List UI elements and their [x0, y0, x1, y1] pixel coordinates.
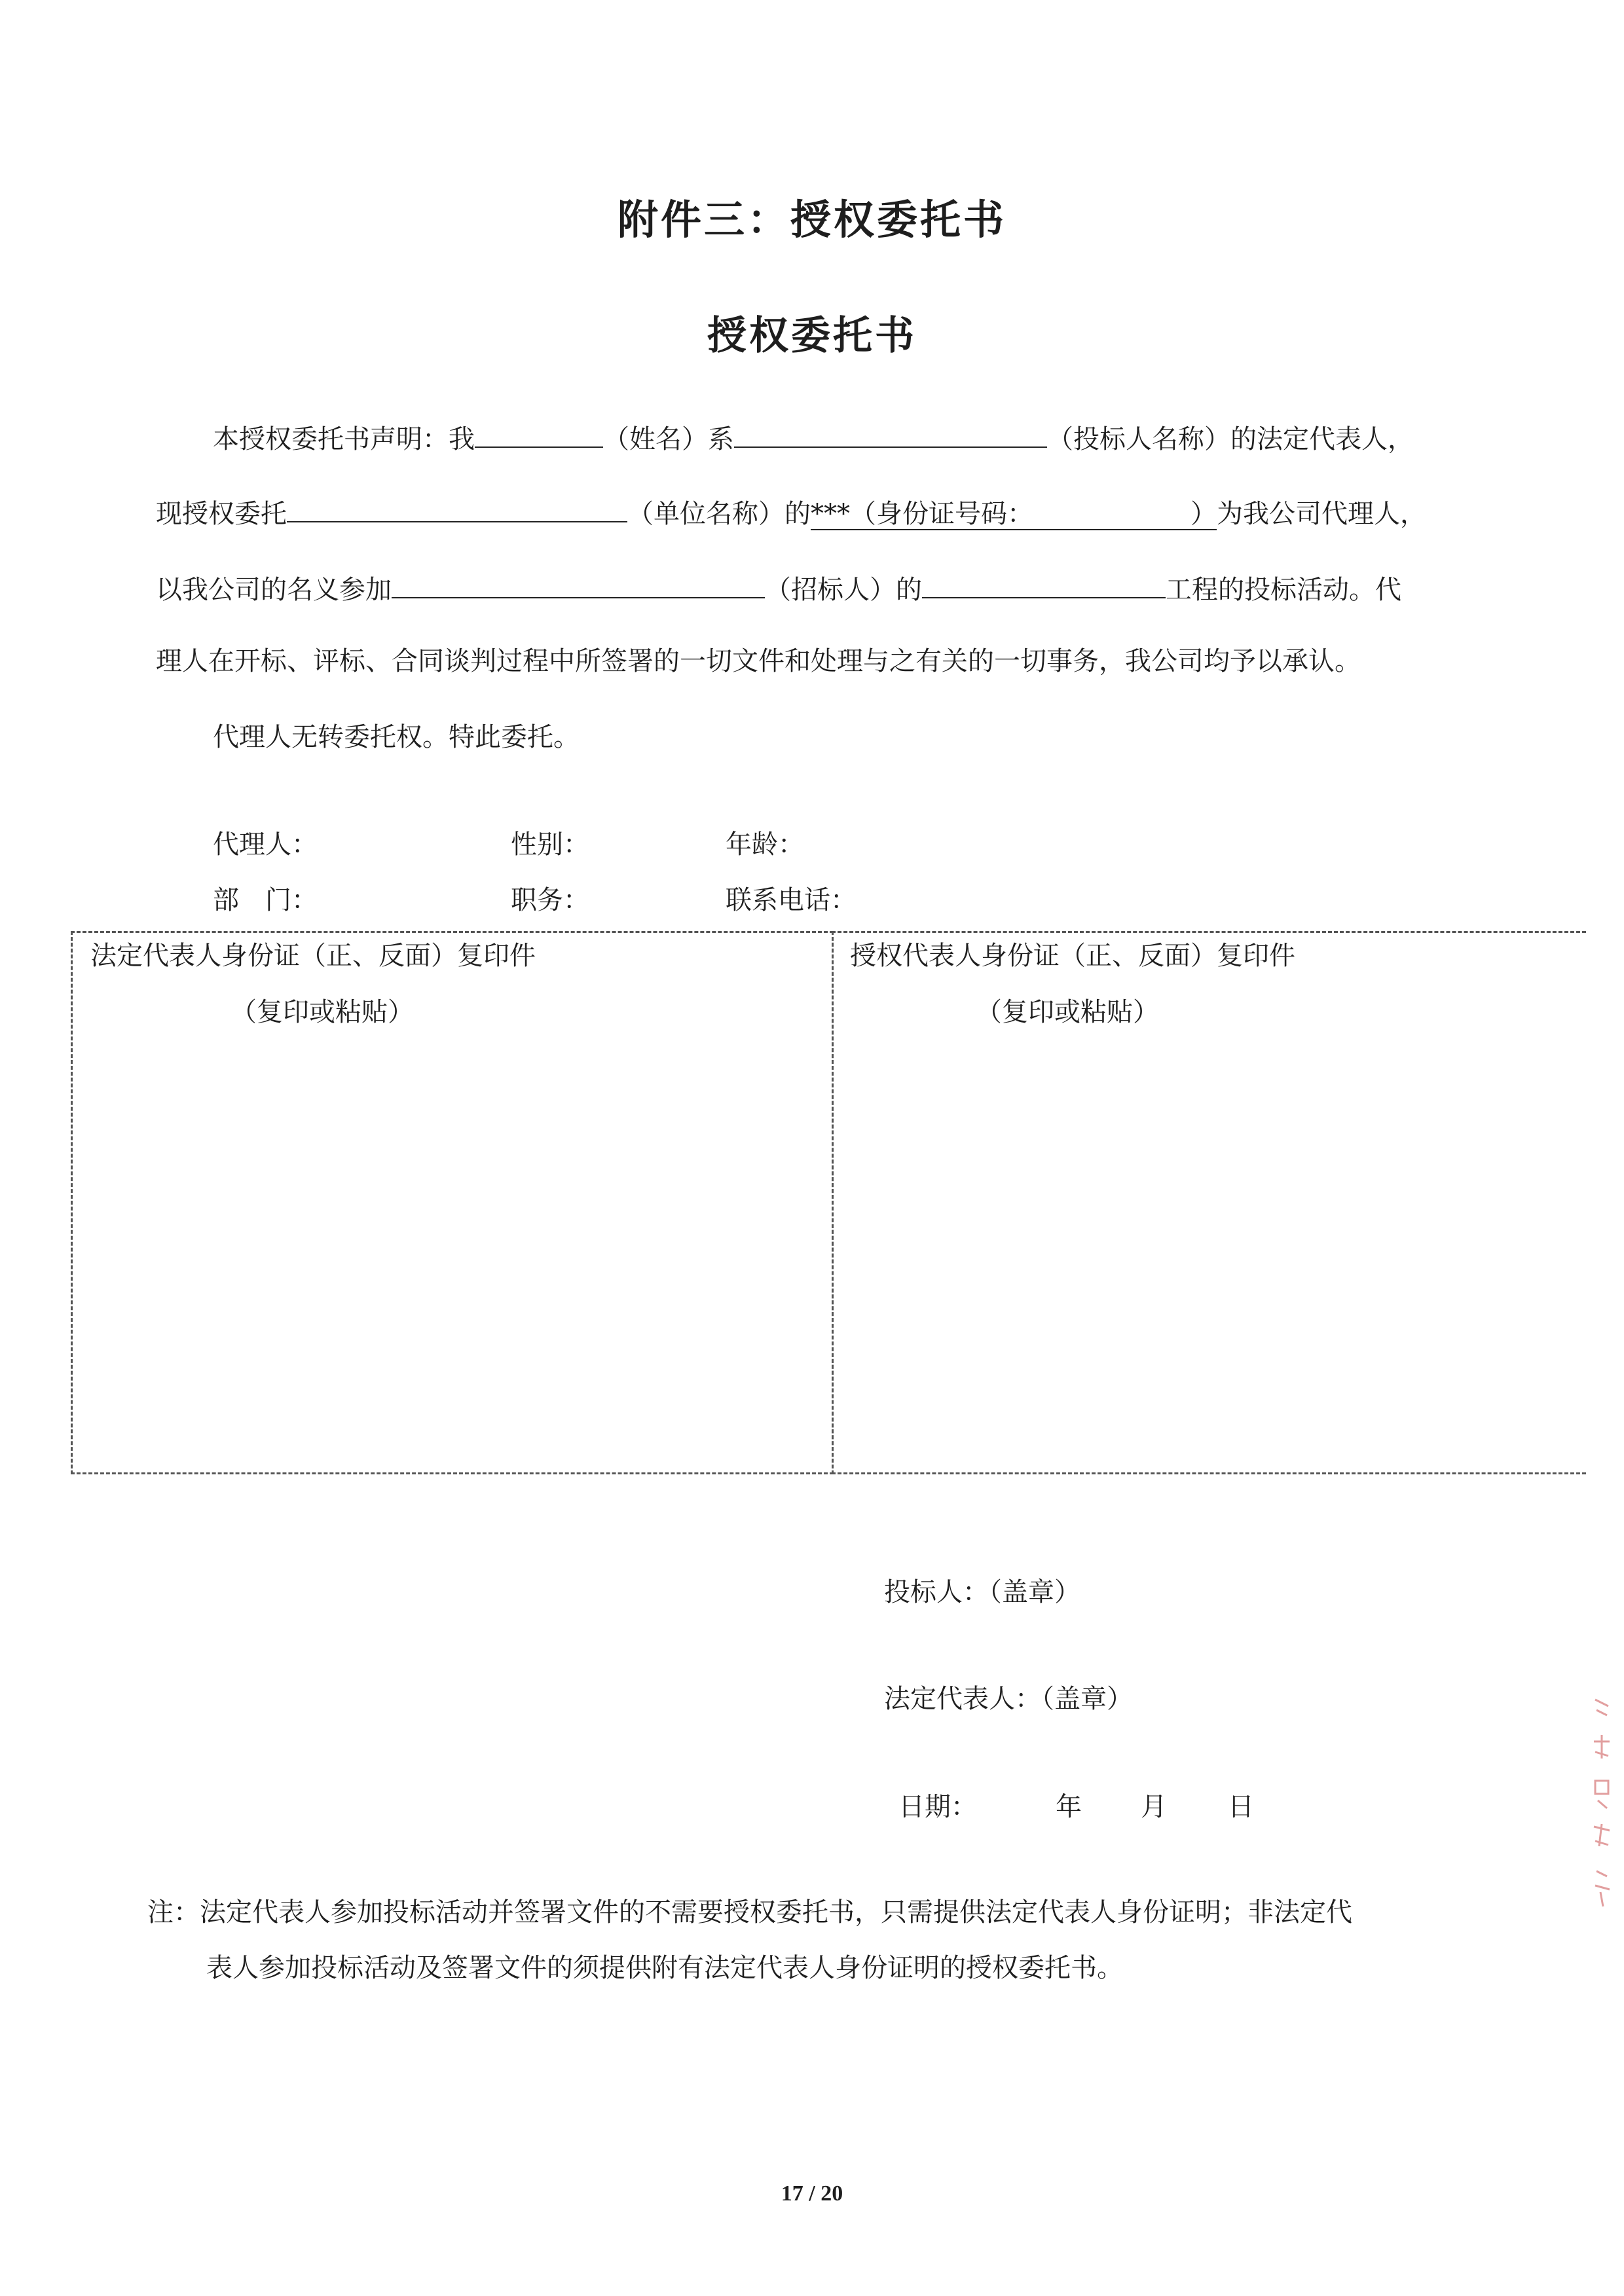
- form-title: 授权委托书: [707, 313, 917, 359]
- gender-label: 性别：: [511, 829, 589, 860]
- legal-rep-seal-label: 法定代表人：（盖章）: [884, 1684, 1133, 1714]
- name-blank[interactable]: [475, 418, 603, 448]
- department-label: 部 门：: [213, 885, 318, 915]
- note-line-2: 表人参加投标活动及签署文件的须提供附有法定代表人身份证明的授权委托书。: [206, 1953, 1123, 1983]
- phone-label: 联系电话：: [726, 885, 857, 915]
- unit-name-label: （单位名称）的: [627, 499, 811, 529]
- day-label: 日: [1228, 1792, 1254, 1822]
- agent-id-box[interactable]: [832, 931, 1586, 1474]
- bidder-name-blank[interactable]: [734, 418, 1047, 448]
- declaration-line-1: [213, 418, 1414, 458]
- page-number: 17 / 20: [781, 2181, 843, 2206]
- agent-id-hint: （复印或粘贴）: [976, 997, 1159, 1027]
- legal-rep-id-title: 法定代表人身份证（正、反面）复印件: [90, 941, 536, 971]
- page-heading: 附件三：授权委托书: [617, 196, 1006, 244]
- declaration-line-5: 代理人无转委托权。特此委托。: [213, 722, 580, 752]
- year-label: 年: [1056, 1792, 1082, 1822]
- declaration-text: 本授权委托书声明：我: [213, 424, 475, 454]
- project-blank[interactable]: [922, 568, 1166, 598]
- agent-label: 代理人：: [213, 829, 318, 860]
- authorize-text: 现授权委托: [156, 499, 287, 529]
- bidder-name-label: （投标人名称）的法定代表人，: [1047, 424, 1414, 454]
- agent-id-title: 授权代表人身份证（正、反面）复印件: [850, 941, 1295, 971]
- note-line-1: 注：法定代表人参加投标活动并签署文件的不需要授权委托书，只需提供法定代表人身份证明；非法定代: [147, 1897, 1352, 1927]
- project-label: 工程的投标活动。代: [1166, 575, 1401, 605]
- agent-role-text: 为我公司代理人，: [1217, 499, 1426, 529]
- bidder-seal-label: 投标人：（盖章）: [884, 1577, 1080, 1607]
- participate-text: 以我公司的名义参加: [156, 575, 392, 605]
- month-label: 月: [1141, 1792, 1167, 1822]
- age-label: 年龄：: [726, 829, 804, 860]
- name-label: （姓名）系: [603, 424, 734, 454]
- tenderer-blank[interactable]: [392, 568, 765, 598]
- id-number-field[interactable]: ***（身份证号码： ）: [811, 499, 1217, 529]
- date-label: 日期：: [898, 1792, 977, 1822]
- position-label: 职务：: [511, 885, 589, 915]
- declaration-line-2: [156, 492, 1426, 532]
- legal-rep-id-box[interactable]: [71, 931, 834, 1474]
- declaration-line-3: [156, 568, 1401, 608]
- unit-name-blank[interactable]: [287, 492, 627, 522]
- legal-rep-id-hint: （复印或粘贴）: [231, 997, 414, 1027]
- tenderer-label: （招标人）的: [765, 575, 922, 605]
- seal-fragment-icon: [1590, 1696, 1614, 1912]
- declaration-line-4: 理人在开标、评标、合同谈判过程中所签署的一切文件和处理与之有关的一切事务，我公司均予以承认。: [156, 646, 1361, 676]
